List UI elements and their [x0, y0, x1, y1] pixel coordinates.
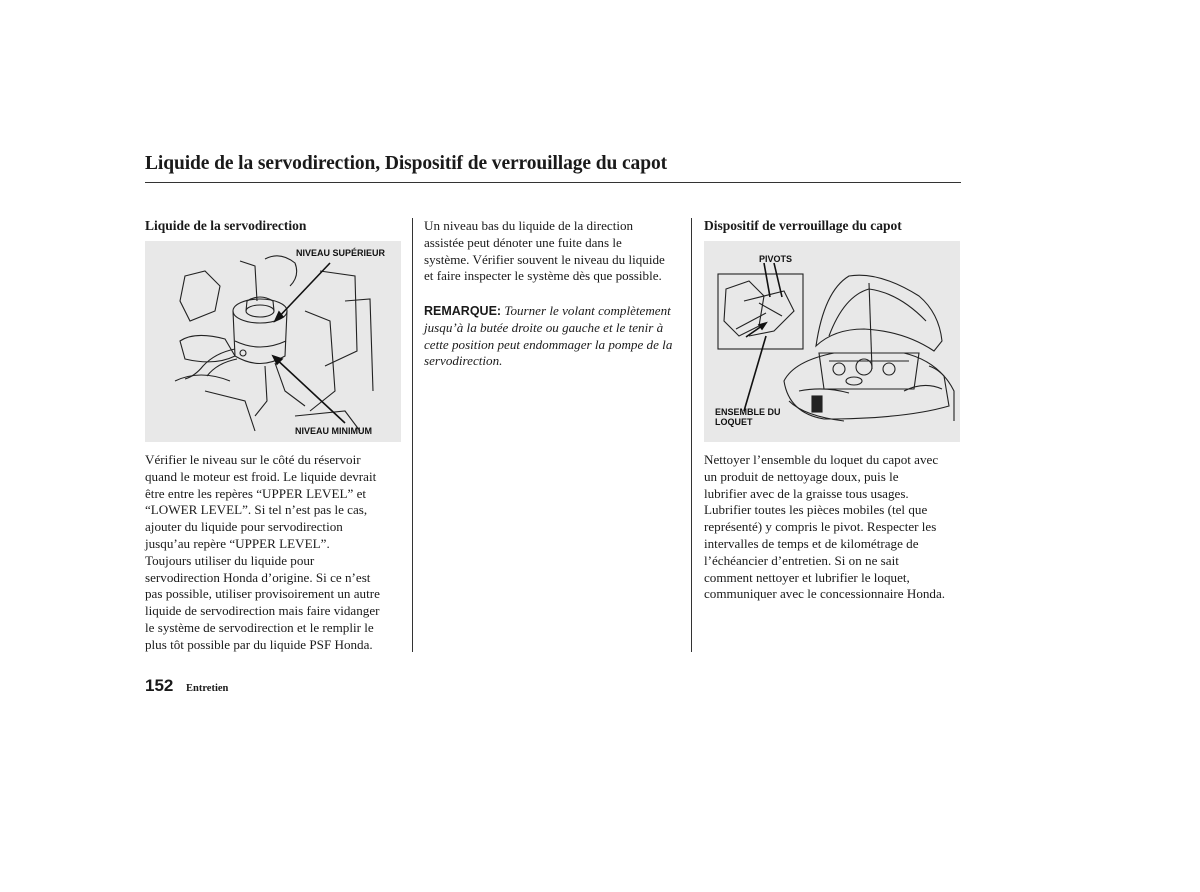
hood-latch-figure	[704, 241, 960, 442]
title-underline	[145, 182, 961, 183]
section-name: Entretien	[186, 683, 229, 694]
lower-level-label: NIVEAU MINIMUM	[295, 426, 372, 436]
column-divider-1	[412, 218, 413, 652]
column-divider-2	[691, 218, 692, 652]
reservoir-illustration	[145, 241, 401, 442]
upper-level-label: NIVEAU SUPÉRIEUR	[296, 248, 386, 258]
power-steering-check-paragraph: Vérifier le niveau sur le côté du réservoir quand le moteur est froid. Le liquide devrait être entre les repères “UPPER LEVEL” et “LOWER LEVEL”. Si tel n’est pas le cas, ajouter du liquide pour servodirection jusqu’au repère “UPPER LEVEL”. Toujours utiliser du liquide pour servodirection Honda d’origine. Si ce n’est pas possible, utiliser provisoirement un autre liquide de servodirection mais faire vidanger le système de servodirection et le remplir le plus tôt possible par du liquide PSF Honda.	[145, 452, 380, 652]
power-steering-reservoir-figure	[145, 241, 401, 442]
hood-latch-paragraph: Nettoyer l’ensemble du loquet du capot avec un produit de nettoyage doux, puis le lubrifier avec de la graisse tous usages. Lubrifier toutes les pièces mobiles (tel que représenté) y compris le pivot. Respecter les intervalles de temps et de kilométrage de l’échéancier d’entretien. Si on ne sait comment nettoyer et lubrifier le loquet, communiquer avec le concessionnaire Honda.	[704, 452, 946, 602]
section-heading-power-steering: Liquide de la servodirection	[145, 218, 307, 233]
pivots-label: PIVOTS	[759, 254, 793, 264]
page-title: Liquide de la servodirection, Dispositif de verrouillage du capot	[145, 153, 668, 174]
section-heading-hood-latch: Dispositif de verrouillage du capot	[704, 218, 902, 233]
note-text: Tourner le volant complètement jusqu’à la butée droite ou gauche et le tenir à cette position peut endommager la pompe de la servodirection.	[424, 303, 673, 369]
latch-assembly-label: ENSEMBLE DU LOQUET	[715, 407, 781, 427]
page-number: 152	[145, 676, 174, 695]
note-label: REMARQUE:	[424, 304, 502, 318]
note-paragraph	[424, 303, 686, 370]
low-fluid-paragraph: Un niveau bas du liquide de la direction assistée peut dénoter une fuite dans le système. Vérifier souvent le niveau du liquide et faire inspecter le système dès que possible.	[424, 218, 665, 284]
